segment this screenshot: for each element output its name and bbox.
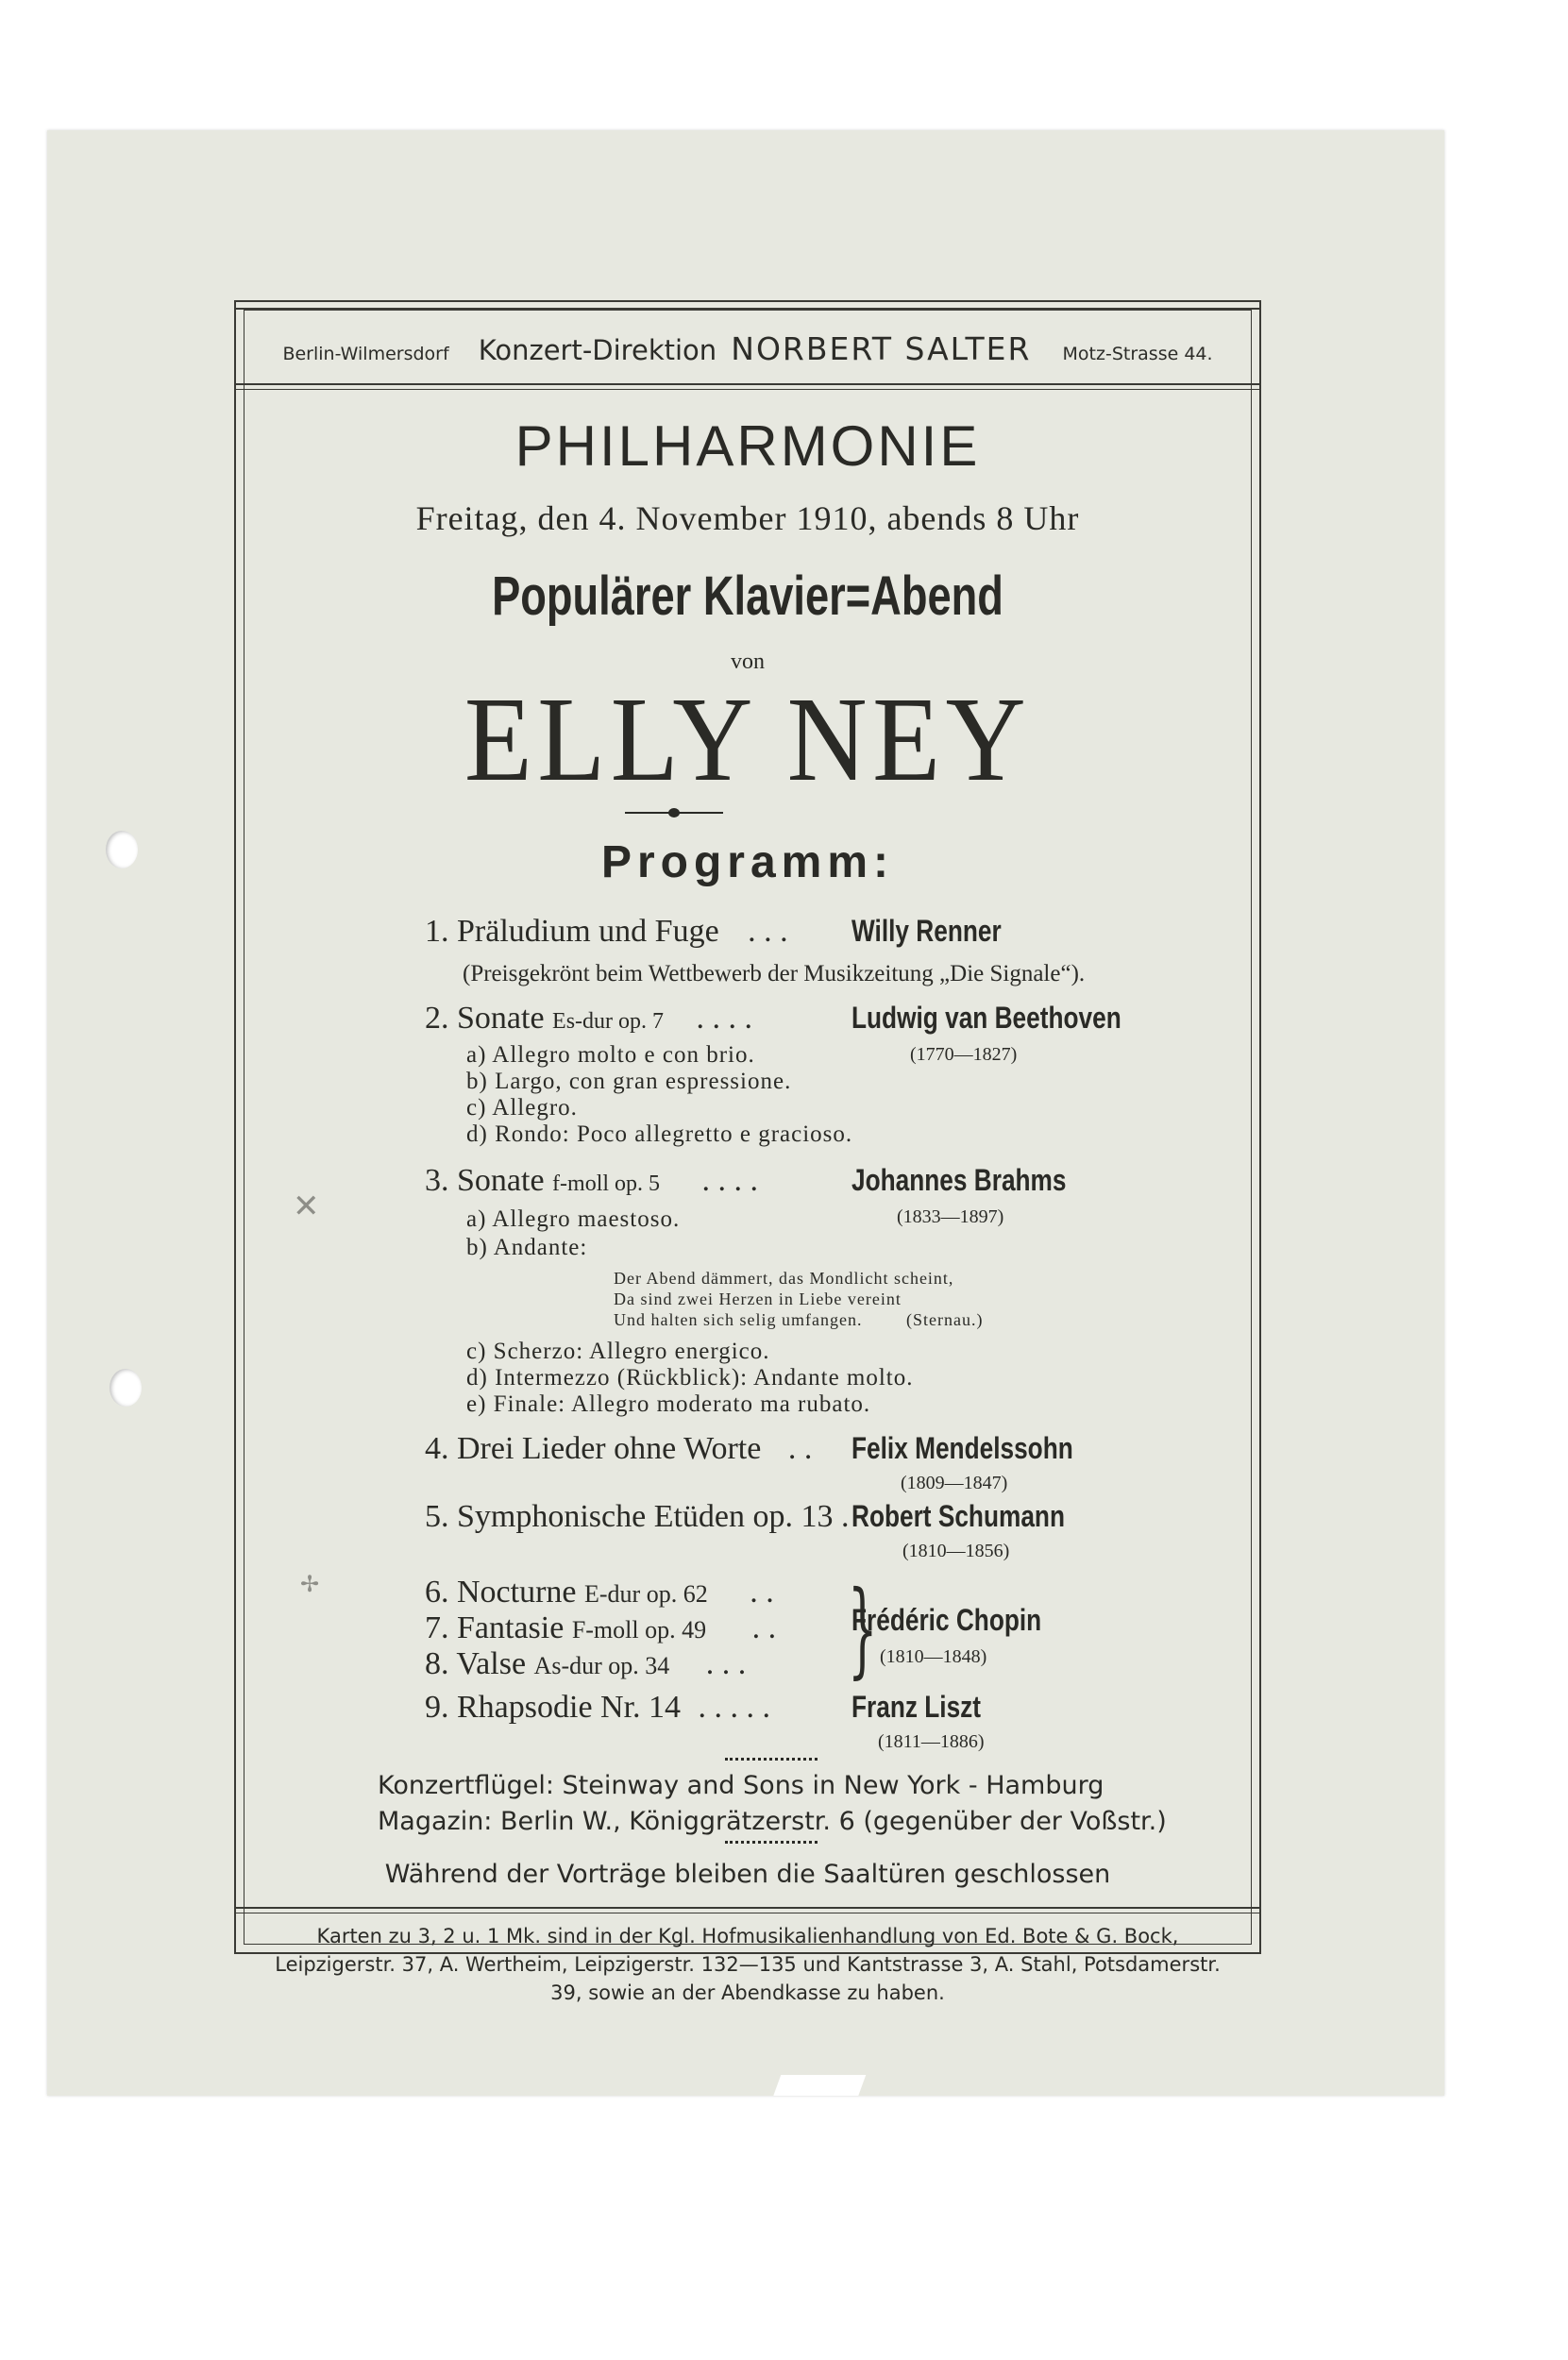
movement: a) Allegro molto e con brio. xyxy=(466,1042,755,1068)
item-key: E-dur op. 62 xyxy=(584,1580,708,1608)
program-item-1 xyxy=(425,914,788,950)
tickets-note: Karten zu 3, 2 u. 1 Mk. sind in der Kgl. Hofmusikalienhandlung von Ed. Bote & G. Bock, Leipzigerstr. 37, A. Wertheim, Leipzigerstr. 132—135 und Kantstrasse 3, A. Stahl, Potsdamerstr. 39, sowie an der Abendkasse zu haben. xyxy=(275,1925,1221,2004)
header-bottom-rule xyxy=(234,383,1261,385)
item-key: As-dur op. 34 xyxy=(533,1652,670,1679)
torn-edge xyxy=(767,2075,867,2096)
program-item-2 xyxy=(425,1001,752,1037)
item-title: Präludium und Fuge xyxy=(457,914,719,949)
movement: d) Intermezzo (Rückblick): Andante molto. xyxy=(466,1365,914,1391)
programm-heading: Programm: xyxy=(600,837,895,887)
pencil-mark: ✢ xyxy=(300,1572,320,1597)
item-title: Drei Lieder ohne Worte xyxy=(457,1431,762,1466)
item-key: f-moll op. 5 xyxy=(552,1172,661,1196)
item-key: F-moll op. 49 xyxy=(571,1616,707,1644)
item-dots: . . . . xyxy=(701,1163,759,1198)
program-item-7 xyxy=(425,1610,776,1646)
movement: a) Allegro maestoso. xyxy=(466,1206,681,1232)
punch-hole xyxy=(110,1369,142,1407)
item-title: Nocturne xyxy=(457,1575,577,1610)
item-dots: . xyxy=(841,1499,850,1534)
composer-mendelssohn: Felix Mendelssohn xyxy=(851,1431,1073,1465)
paper-sheet xyxy=(47,130,1444,2096)
header-bottom-rule-thin xyxy=(234,389,1261,390)
poem-source: (Sternau.) xyxy=(906,1310,984,1329)
program-item-8 xyxy=(425,1646,746,1682)
poem-line: Der Abend dämmert, das Mondlicht scheint, xyxy=(614,1269,954,1288)
composer-chopin: Frédéric Chopin xyxy=(851,1603,1042,1637)
piano-note: Konzertflügel: Steinway and Sons in New York - Hamburg xyxy=(378,1771,1104,1800)
composer-beethoven: Ludwig van Beethoven xyxy=(851,1001,1121,1035)
mendelssohn-dates: (1809—1847) xyxy=(901,1473,1008,1493)
item-dots: . . . . . xyxy=(698,1690,771,1725)
item-dots: . . . . xyxy=(696,1001,753,1036)
item-number: 8. xyxy=(425,1646,449,1681)
dotted-separator xyxy=(725,1758,818,1761)
movement: c) Allegro. xyxy=(466,1095,578,1121)
item-number: 9. xyxy=(425,1690,449,1725)
program-item-6 xyxy=(425,1575,774,1610)
program-item-5 xyxy=(425,1499,850,1535)
header-agency: NORBERT SALTER xyxy=(731,330,1032,367)
program-item-9 xyxy=(425,1690,770,1726)
composer-schumann: Robert Schumann xyxy=(851,1499,1065,1533)
item-dots: . . . xyxy=(705,1646,747,1681)
dotted-separator xyxy=(725,1841,818,1844)
item-title: Rhapsodie Nr. 14 xyxy=(457,1690,682,1725)
venue-title: PHILHARMONIE xyxy=(514,414,981,478)
item-title: Valse xyxy=(456,1646,527,1681)
schumann-dates: (1810—1856) xyxy=(902,1541,1010,1561)
movement: b) Largo, con gran espressione. xyxy=(466,1069,792,1094)
item-dots: . . . xyxy=(748,914,788,949)
footer-top-rule xyxy=(234,1907,1261,1909)
header-direction: Konzert-Direktion xyxy=(478,334,717,366)
ornament-divider xyxy=(625,810,723,816)
item-dots: . . xyxy=(787,1431,813,1466)
header-top-rule xyxy=(234,308,1261,310)
item-title: Sonate xyxy=(457,1001,545,1036)
store-note: Magazin: Berlin W., Königgrätzerstr. 6 (gegenüber der Voßstr.) xyxy=(378,1807,1167,1836)
pencil-mark: ✕ xyxy=(293,1188,320,1224)
punch-hole xyxy=(106,831,138,868)
program-item-3 xyxy=(425,1163,758,1199)
performer-name: ELLY NEY xyxy=(464,672,1032,806)
header-address: Motz-Strasse 44. xyxy=(1062,344,1213,364)
event-title: Populärer Klavier=Abend xyxy=(492,565,1003,627)
doors-note: Während der Vorträge bleiben die Saaltüren geschlossen xyxy=(384,1860,1111,1889)
item-number: 3. xyxy=(425,1163,449,1198)
item-title: Fantasie xyxy=(457,1610,565,1645)
item-number: 6. xyxy=(425,1575,449,1610)
item-number: 1. xyxy=(425,914,449,949)
brahms-dates: (1833—1897) xyxy=(897,1206,1004,1227)
header-location: Berlin-Wilmersdorf xyxy=(282,344,449,364)
item-dots: . . xyxy=(751,1610,777,1645)
movement: d) Rondo: Poco allegretto e gracioso. xyxy=(466,1121,853,1147)
composer-renner: Willy Renner xyxy=(851,914,1002,948)
movement: e) Finale: Allegro moderato ma rubato. xyxy=(466,1391,871,1417)
item-title: Sonate xyxy=(457,1163,545,1198)
poem-line: Da sind zwei Herzen in Liebe vereint xyxy=(614,1290,902,1308)
item-number: 5. xyxy=(425,1499,449,1534)
composer-brahms: Johannes Brahms xyxy=(851,1163,1067,1197)
movement: b) Andante: xyxy=(466,1235,588,1260)
item-number: 4. xyxy=(425,1431,449,1466)
poem-line: Und halten sich selig umfangen. xyxy=(614,1310,863,1329)
item-number: 2. xyxy=(425,1001,449,1036)
beethoven-dates: (1770—1827) xyxy=(910,1044,1018,1065)
item-key: Es-dur op. 7 xyxy=(552,1009,665,1034)
header-line xyxy=(234,330,1261,367)
program-item-4 xyxy=(425,1431,812,1467)
brace-chopin: } xyxy=(848,1568,878,1689)
item-title: Symphonische Etüden op. 13 xyxy=(457,1499,834,1534)
item-dots: . . xyxy=(750,1575,774,1610)
date-line: Freitag, den 4. November 1910, abends 8 Uhr xyxy=(415,499,1080,537)
chopin-dates: (1810—1848) xyxy=(880,1646,987,1667)
von-label: von xyxy=(731,649,765,674)
item-number: 7. xyxy=(425,1610,449,1645)
movement: c) Scherzo: Allegro energico. xyxy=(466,1339,770,1364)
item-1-note: (Preisgekrönt beim Wettbewerb der Musikzeitung „Die Signale“). xyxy=(463,961,1086,986)
liszt-dates: (1811—1886) xyxy=(878,1731,985,1752)
composer-liszt: Franz Liszt xyxy=(851,1690,982,1724)
